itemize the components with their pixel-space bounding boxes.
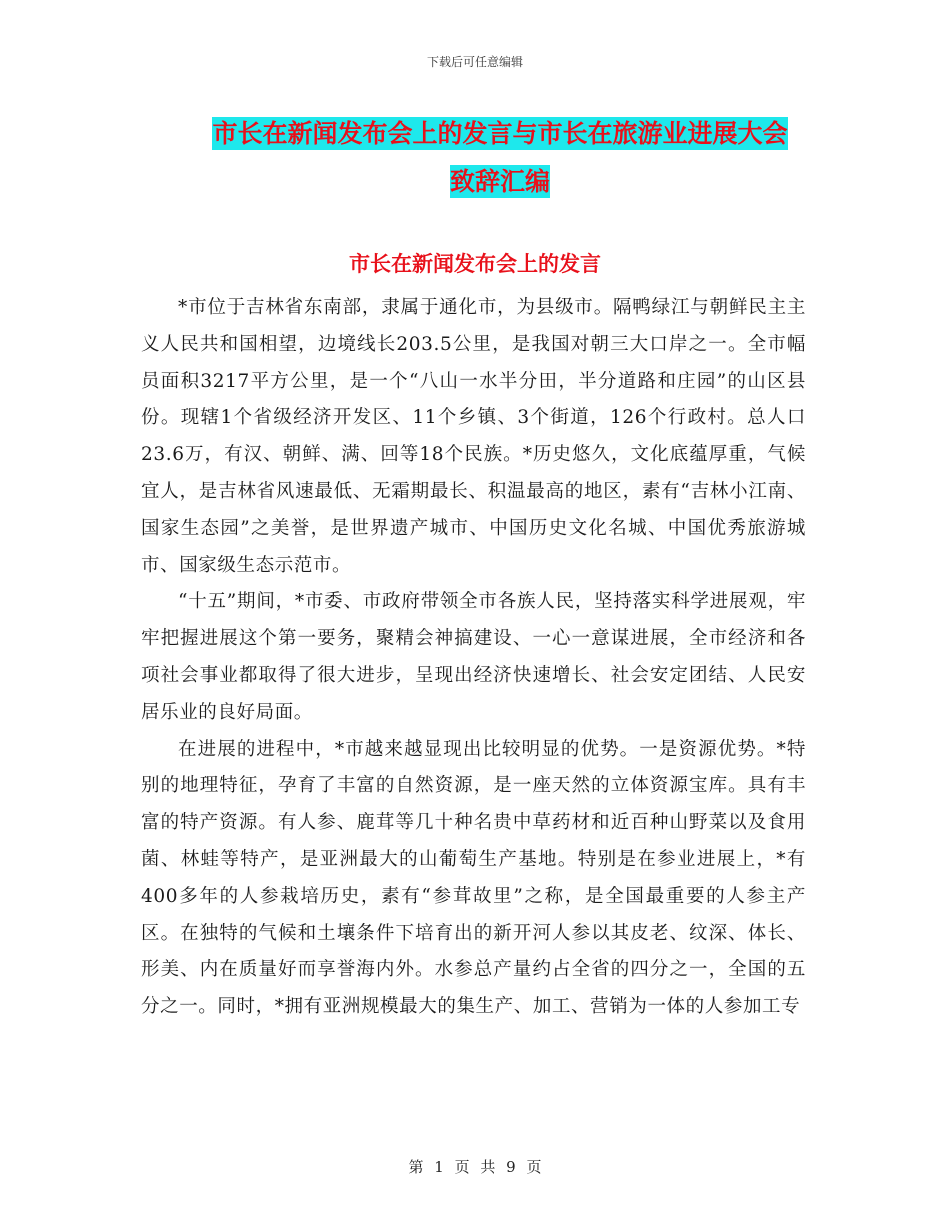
section-title: 市长在新闻发布会上的发言: [349, 252, 601, 276]
header-note: 下载后可任意编辑: [426, 55, 523, 69]
body-text: [141, 290, 806, 1026]
document-title-line-1: 市长在新闻发布会上的发言与市长在旅游业进展大会: [212, 119, 788, 148]
paragraph-2: “十五”期间，*市委、市政府带领全市各族人民，坚持落实科学进展观，牢牢把握进展这个第一要务，聚精会神搞建设、一心一意谋进展，全市经济和各项社会事业都取得了很大进步，呈现出经济快速增长、社会安定团结、人民安居乐业的良好局面。: [141, 591, 806, 723]
paragraph-1: *市位于吉林省东南部，隶属于通化市，为县级市。隔鸭绿江与朝鲜民主主义人民共和国相望，边境线长203.5公里，是我国对朝三大口岸之一。全市幅员面积3217平方公里，是一个“八山一水半分田，半分道路和庄园”的山区县份。现辖1个省级经济开发区、11个乡镇、3个街道，126个行政村。总人口23.6万，有汉、朝鲜、满、回等18个民族。*历史悠久，文化底蕴厚重，气候宜人，是吉林省风速最低、无霜期最长、积温最高的地区，素有“吉林小江南、国家生态园”之美誉，是世界遗产城市、中国历史文化名城、中国优秀旅游城市、国家级生态示范市。: [141, 297, 806, 576]
document-title: [140, 110, 860, 206]
paragraph-3: 在进展的进程中，*市越来越显现出比较明显的优势。一是资源优势。*特别的地理特征，孕育了丰富的自然资源，是一座天然的立体资源宝库。具有丰富的特产资源。有人参、鹿茸等几十种名贵中草药材和近百种山野菜以及食用菌、林蛙等特产，是亚洲最大的山葡萄生产基地。特别是在参业进展上，*有400多年的人参栽培历史，素有“参茸故里”之称，是全国最重要的人参主产区。在独特的气候和土壤条件下培育出的新开河人参以其皮老、纹深、体长、形美、内在质量好而享誉海内外。水参总产量约占全省的四分之一，全国的五分之一。同时，*拥有亚洲规模最大的集生产、加工、营销为一体的人参加工专: [141, 738, 806, 1018]
page-footer: 第 1 页 共 9 页: [408, 1158, 542, 1176]
document-title-line-2: 致辞汇编: [449, 167, 550, 196]
